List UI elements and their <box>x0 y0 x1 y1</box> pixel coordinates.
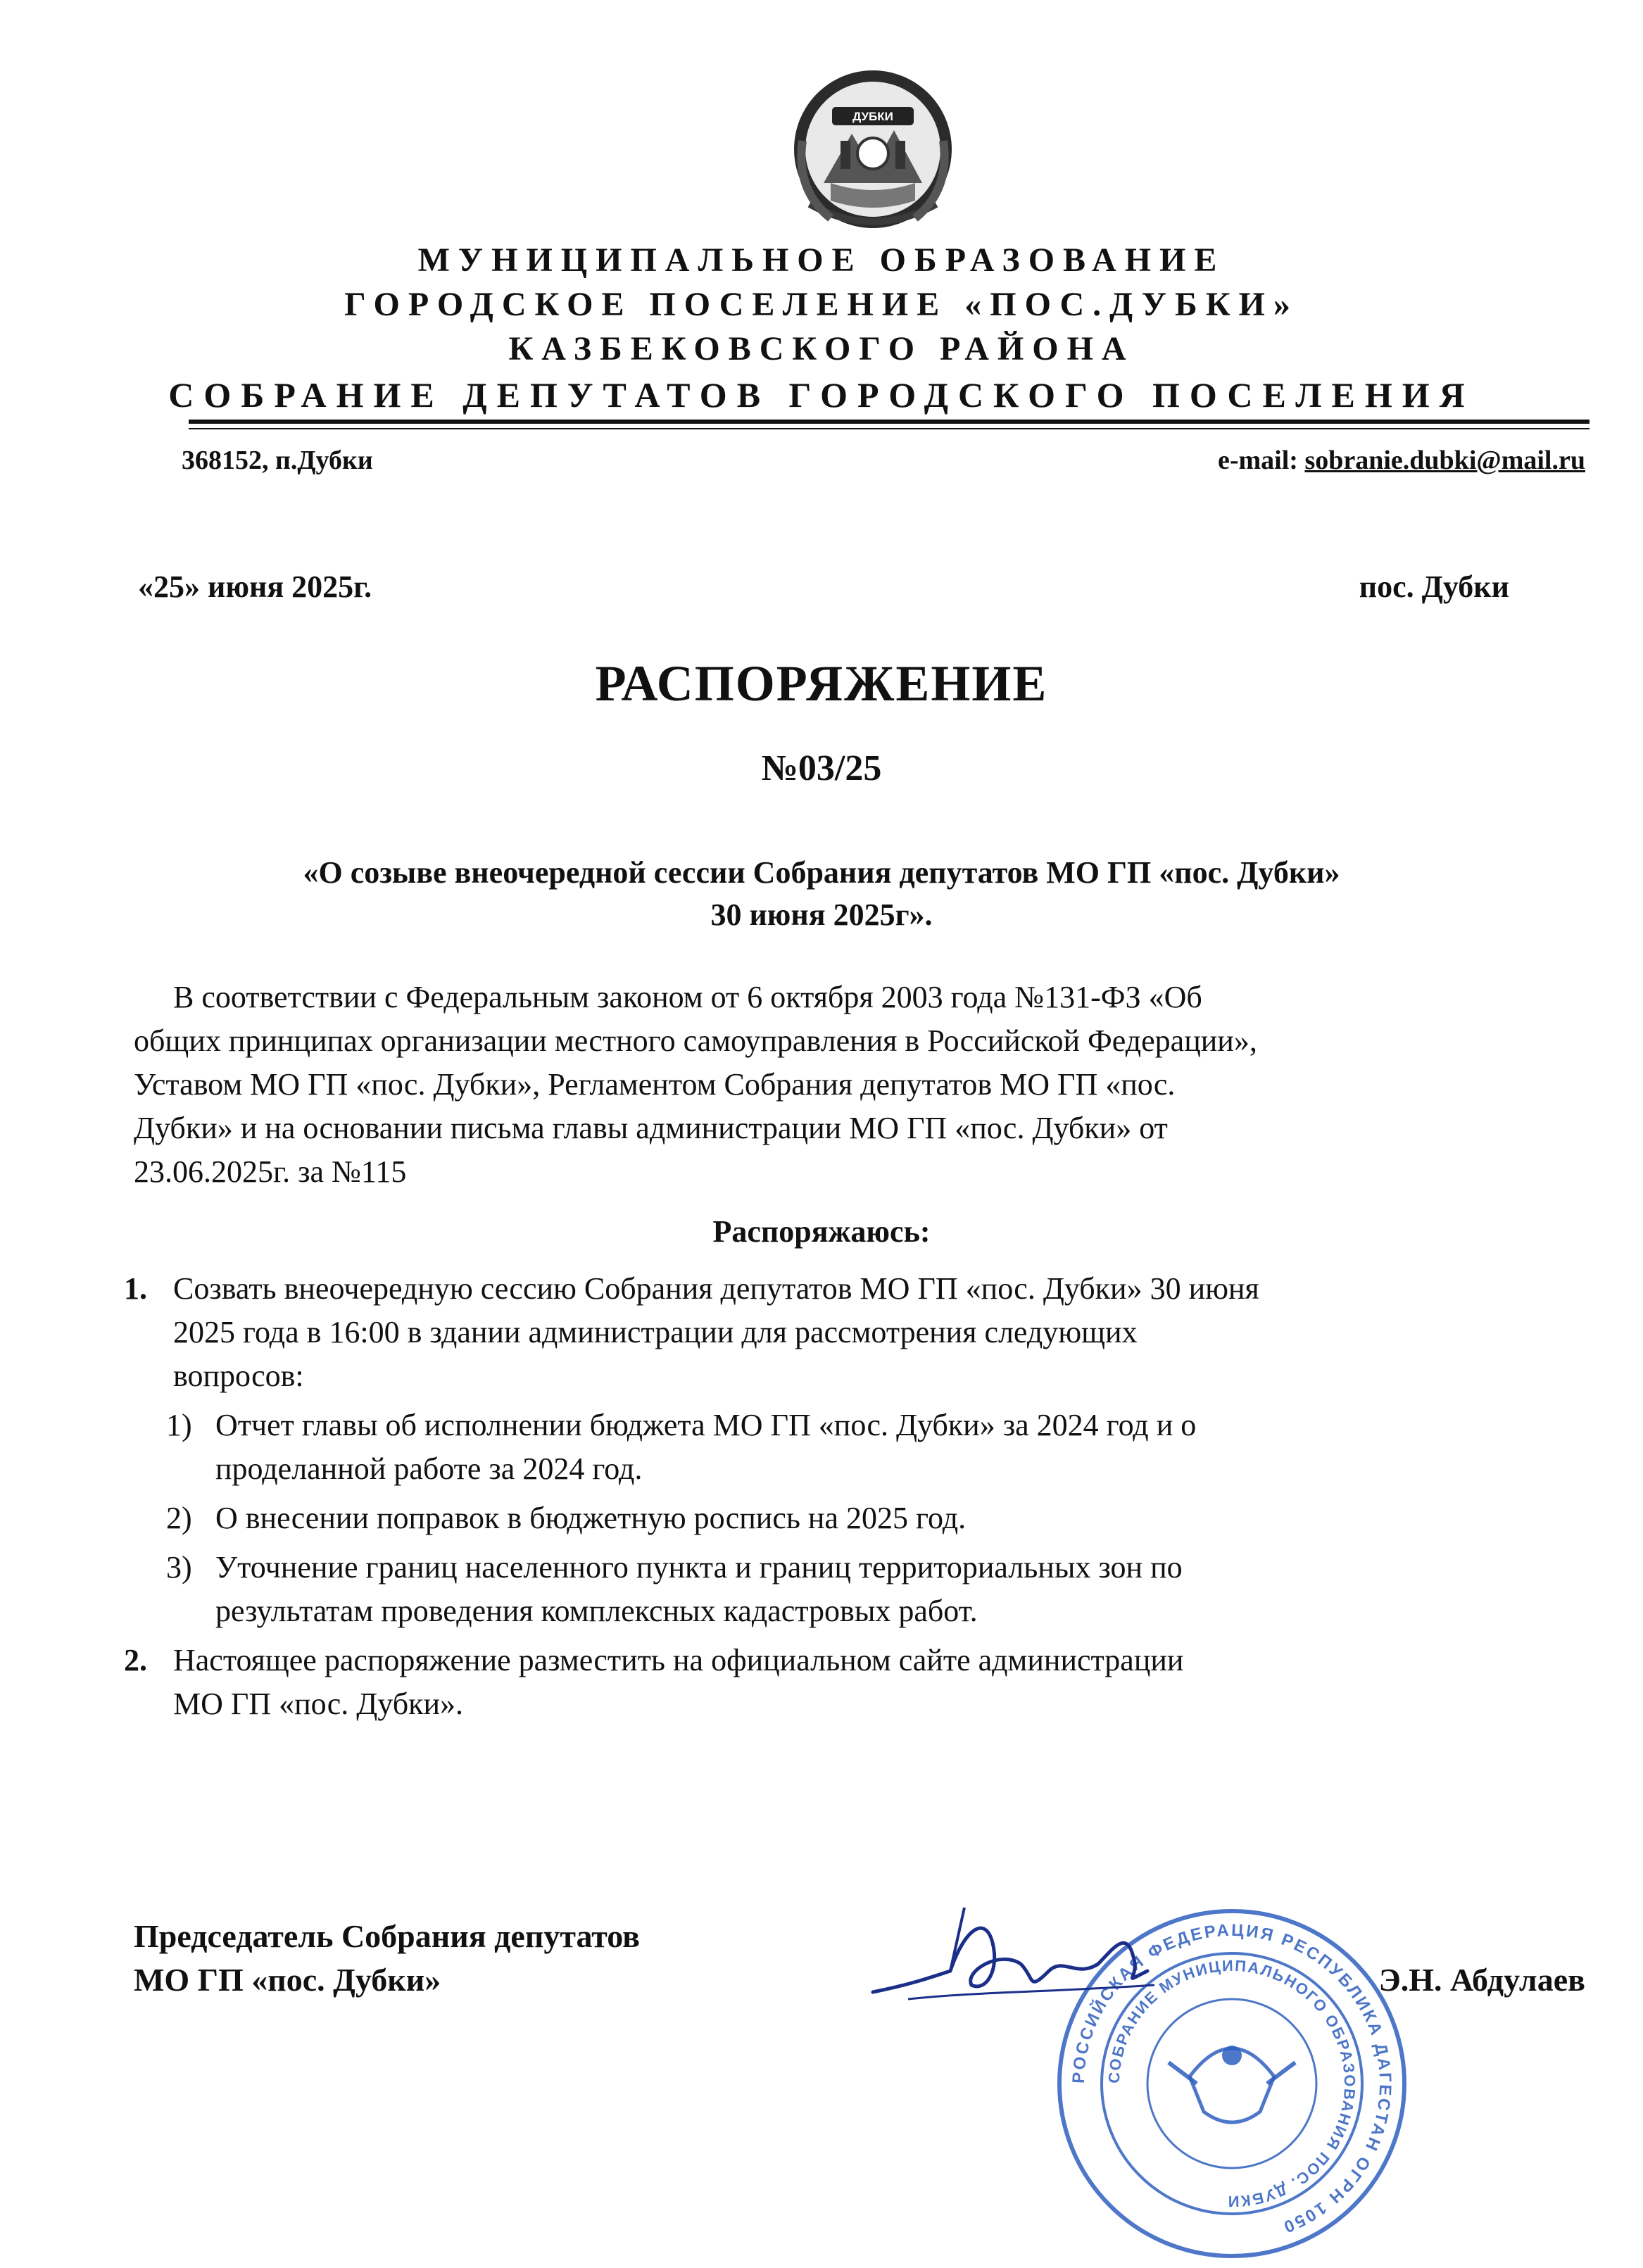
email-label: e-mail: <box>1217 446 1298 475</box>
signatory-position <box>134 1915 640 2002</box>
preamble-line: Уставом МО ГП «пос. Дубки», Регламентом Собрания депутатов МО ГП «пос. <box>134 1067 1176 1102</box>
sub-item-number: 3) <box>166 1550 192 1585</box>
list-item-number: 2. <box>124 1643 147 1677</box>
letterhead-line-3: КАЗБЕКОВСКОГО РАЙОНА <box>508 330 1135 367</box>
preamble-line: В соответствии с Федеральным законом от 6 октября 2003 года №131-ФЗ «Об <box>173 980 1202 1014</box>
sub-item-line: Уточнение границ населенного пункта и границ территориальных зон по <box>215 1550 1183 1585</box>
stamp-outer-text: РОССИЙСКАЯ ФЕДЕРАЦИЯ РЕСПУБЛИКА ДАГЕСТАН ОГРН 1050 <box>1069 1920 1395 2237</box>
document-date: «25» июня 2025г. <box>138 569 372 604</box>
list-item-line: МО ГП «пос. Дубки». <box>173 1687 464 1721</box>
preamble-line: общих принципах организации местного самоуправления в Российской Федерации», <box>134 1023 1257 1058</box>
postal-address: 368152, п.Дубки <box>182 446 373 475</box>
sub-item-number: 1) <box>166 1408 192 1442</box>
document-place: пос. Дубки <box>1359 569 1509 604</box>
letterhead-divider-thick <box>189 420 1590 424</box>
list-item-line: 2025 года в 16:00 в здании администрации для рассмотрения следующих <box>173 1315 1138 1349</box>
order-word: Распоряжаюсь: <box>712 1214 931 1249</box>
sub-item-line: результатам проведения комплексных кадастровых работ. <box>215 1594 978 1628</box>
preamble-line: Дубки» и на основании письма главы администрации МО ГП «пос. Дубки» от <box>134 1111 1168 1145</box>
document-number: №03/25 <box>761 748 882 788</box>
sub-item-line: О внесении поправок в бюджетную роспись на 2025 год. <box>215 1501 967 1535</box>
letterhead-line-2: ГОРОДСКОЕ ПОСЕЛЕНИЕ «ПОС.ДУБКИ» <box>344 286 1299 323</box>
sub-item-number: 2) <box>166 1501 192 1535</box>
preamble-line: 23.06.2025г. за №115 <box>134 1154 407 1189</box>
signatory-position-line-2: МО ГП «пос. Дубки» <box>134 1962 441 1998</box>
signatory-position-line-1: Председатель Собрания депутатов <box>134 1918 640 1954</box>
sub-item-line: Отчет главы об исполнении бюджета МО ГП «пос. Дубки» за 2024 год и о <box>215 1408 1197 1442</box>
list-item-line: Созвать внеочередную сессию Собрания депутатов МО ГП «пос. Дубки» 30 июня <box>173 1271 1259 1306</box>
emblem-banner-text: ДУБКИ <box>852 110 893 123</box>
subject-line-2: 30 июня 2025г». <box>710 897 933 932</box>
list-item-line: вопросов: <box>173 1359 304 1393</box>
letterhead-line-1: МУНИЦИПАЛЬНОЕ ОБРАЗОВАНИЕ <box>417 241 1226 279</box>
sub-item-line: проделанной работе за 2024 год. <box>215 1451 643 1486</box>
signatory-name: Э.Н. Абдулаев <box>1378 1962 1585 1998</box>
stamp-inner-text: СОБРАНИЕ МУНИЦИПАЛЬНОГО ОБРАЗОВАНИЯ ПОС. ДУБКИ <box>1104 1956 1359 2211</box>
coat-of-arms-emblem <box>781 63 964 239</box>
subject-line-1: «О созыве внеочередной сессии Собрания депутатов МО ГП «пос. Дубки» <box>303 855 1340 890</box>
email-line <box>1218 445 1585 476</box>
list-item-line: Настоящее распоряжение разместить на официальном сайте администрации <box>173 1643 1184 1677</box>
email-link[interactable]: sobranie.dubki@mail.ru <box>1304 446 1585 475</box>
handwritten-signature <box>866 1886 1162 2027</box>
letterhead-divider-thin <box>189 428 1590 429</box>
letterhead-line-4: СОБРАНИЕ ДЕПУТАТОВ ГОРОДСКОГО ПОСЕЛЕНИЯ <box>168 375 1475 415</box>
document-type-title: РАСПОРЯЖЕНИЕ <box>595 655 1048 712</box>
list-item-number: 1. <box>124 1271 147 1306</box>
